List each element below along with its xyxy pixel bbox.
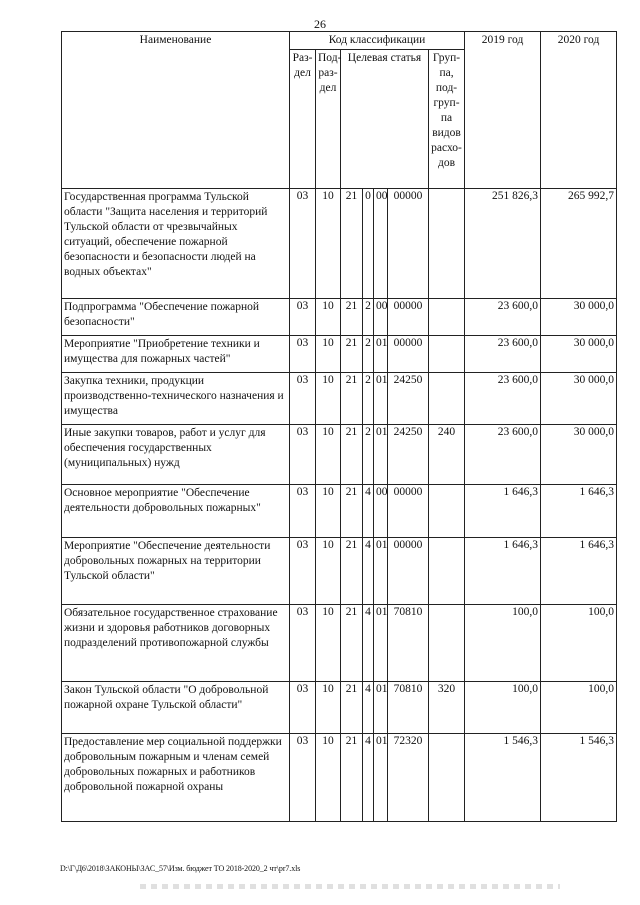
- row-value-2020: 30 000,0: [541, 373, 617, 425]
- row-expense-type: [429, 189, 465, 299]
- row-cs-direction: 24250: [388, 425, 429, 485]
- row-name: Закон Тульской области "О добровольной пожарной охране Тульской области": [62, 682, 290, 734]
- row-value-2019: 1 646,3: [465, 485, 541, 538]
- row-name: Государственная программа Тульской области "Защита населения и территорий Тульской области от чрезвычайных ситуаций, обеспечение пожарной безопасности и безопасности людей на водных объектах": [62, 189, 290, 299]
- row-razdel: 03: [290, 682, 316, 734]
- row-cs-subprogram: 4: [363, 538, 374, 605]
- row-expense-type: [429, 336, 465, 373]
- row-cs-event: 00: [374, 299, 388, 336]
- row-value-2020: 265 992,7: [541, 189, 617, 299]
- row-cs-event: 01: [374, 538, 388, 605]
- row-cs-event: 01: [374, 734, 388, 822]
- row-cs-event: 01: [374, 336, 388, 373]
- header-razdel-text: Раз- дел: [292, 52, 313, 79]
- row-podrazdel: 10: [316, 538, 341, 605]
- row-cs-event: 00: [374, 189, 388, 299]
- row-cs-subprogram: 4: [363, 734, 374, 822]
- row-cs-direction: 00000: [388, 538, 429, 605]
- row-cs-subprogram: 2: [363, 336, 374, 373]
- row-razdel: 03: [290, 299, 316, 336]
- row-podrazdel: 10: [316, 425, 341, 485]
- row-expense-type: [429, 734, 465, 822]
- row-value-2020: 30 000,0: [541, 336, 617, 373]
- row-value-2020: 30 000,0: [541, 425, 617, 485]
- row-value-2020: 1 646,3: [541, 485, 617, 538]
- row-cs-subprogram: 4: [363, 605, 374, 682]
- row-cs-direction: 00000: [388, 189, 429, 299]
- row-name: Мероприятие "Приобретение техники и имущества для пожарных частей": [62, 336, 290, 373]
- row-cs-event: 01: [374, 682, 388, 734]
- row-cs-direction: 70810: [388, 605, 429, 682]
- row-value-2020: 1 646,3: [541, 538, 617, 605]
- row-cs-program: 21: [341, 734, 363, 822]
- row-value-2019: 23 600,0: [465, 425, 541, 485]
- row-value-2020: 100,0: [541, 605, 617, 682]
- row-name: Обязательное государственное страхование жизни и здоровья работников договорных подразделений противопожарной службы: [62, 605, 290, 682]
- row-cs-program: 21: [341, 373, 363, 425]
- page-number: 26: [314, 17, 326, 31]
- table-row: [62, 605, 617, 682]
- header-podrazdel-text: Под- раз- дел: [318, 52, 342, 94]
- row-podrazdel: 10: [316, 299, 341, 336]
- row-name: Мероприятие "Обеспечение деятельности добровольных пожарных на территории Тульской области": [62, 538, 290, 605]
- row-cs-program: 21: [341, 299, 363, 336]
- header-gruppa: [429, 50, 465, 189]
- table-row: [62, 734, 617, 822]
- row-cs-direction: 00000: [388, 336, 429, 373]
- row-value-2019: 1 546,3: [465, 734, 541, 822]
- row-cs-subprogram: 4: [363, 485, 374, 538]
- row-podrazdel: 10: [316, 682, 341, 734]
- row-expense-type: [429, 538, 465, 605]
- row-cs-subprogram: 2: [363, 373, 374, 425]
- row-cs-program: 21: [341, 605, 363, 682]
- row-podrazdel: 10: [316, 734, 341, 822]
- row-razdel: 03: [290, 425, 316, 485]
- row-name: Подпрограмма "Обеспечение пожарной безопасности": [62, 299, 290, 336]
- table-row: [62, 425, 617, 485]
- row-name: Закупка техники, продукции производственно-технического назначения и имущества: [62, 373, 290, 425]
- row-name: Основное мероприятие "Обеспечение деятельности добровольных пожарных": [62, 485, 290, 538]
- header-2020: 2020 год: [541, 32, 617, 189]
- row-cs-event: 01: [374, 373, 388, 425]
- row-name: Предоставление мер социальной поддержки добровольным пожарным и членам семей добровольных пожарных и работников добровольной пожарной охраны: [62, 734, 290, 822]
- row-cs-event: 01: [374, 425, 388, 485]
- row-cs-program: 21: [341, 538, 363, 605]
- row-razdel: 03: [290, 485, 316, 538]
- row-podrazdel: 10: [316, 605, 341, 682]
- row-cs-program: 21: [341, 336, 363, 373]
- row-value-2019: 23 600,0: [465, 299, 541, 336]
- header-razdel: [290, 50, 316, 189]
- row-podrazdel: 10: [316, 485, 341, 538]
- row-podrazdel: 10: [316, 189, 341, 299]
- row-name: Иные закупки товаров, работ и услуг для обеспечения государственных (муниципальных) нужд: [62, 425, 290, 485]
- row-value-2019: 100,0: [465, 682, 541, 734]
- row-value-2020: 100,0: [541, 682, 617, 734]
- row-razdel: 03: [290, 336, 316, 373]
- row-value-2019: 100,0: [465, 605, 541, 682]
- row-podrazdel: 10: [316, 373, 341, 425]
- table-row: [62, 682, 617, 734]
- row-cs-subprogram: 0: [363, 189, 374, 299]
- row-cs-direction: 00000: [388, 299, 429, 336]
- row-razdel: 03: [290, 605, 316, 682]
- header-name: Наименование: [62, 32, 290, 189]
- row-expense-type: [429, 605, 465, 682]
- row-razdel: 03: [290, 373, 316, 425]
- row-cs-direction: 00000: [388, 485, 429, 538]
- row-expense-type: [429, 373, 465, 425]
- header-gruppa-text: Груп- па, под- груп- па видов расхо- дов: [431, 52, 462, 169]
- table-row: [62, 189, 617, 299]
- row-expense-type: 240: [429, 425, 465, 485]
- header-podrazdel: [316, 50, 341, 189]
- row-cs-subprogram: 4: [363, 682, 374, 734]
- row-value-2019: 1 646,3: [465, 538, 541, 605]
- table-row: [62, 485, 617, 538]
- scan-artifact: [140, 884, 560, 889]
- row-value-2019: 251 826,3: [465, 189, 541, 299]
- row-razdel: 03: [290, 189, 316, 299]
- header-code: Код классификации: [290, 32, 465, 50]
- row-value-2020: 30 000,0: [541, 299, 617, 336]
- table-row: [62, 336, 617, 373]
- row-razdel: 03: [290, 538, 316, 605]
- table-row: [62, 373, 617, 425]
- row-podrazdel: 10: [316, 336, 341, 373]
- header-celevaya: Целевая статья: [341, 50, 429, 189]
- table-row: [62, 538, 617, 605]
- row-expense-type: 320: [429, 682, 465, 734]
- row-cs-event: 01: [374, 605, 388, 682]
- row-cs-program: 21: [341, 682, 363, 734]
- row-cs-subprogram: 2: [363, 299, 374, 336]
- row-cs-event: 00: [374, 485, 388, 538]
- row-cs-direction: 70810: [388, 682, 429, 734]
- row-cs-program: 21: [341, 485, 363, 538]
- row-cs-direction: 72320: [388, 734, 429, 822]
- table-body: [62, 189, 617, 822]
- row-value-2019: 23 600,0: [465, 336, 541, 373]
- footer-file-path: D:\Г\Д6\2018\ЗАКОНЫ\ЗАС_57\Изм. бюджет ТО 2018-2020_2 чт\pr7.xls: [60, 864, 301, 873]
- row-expense-type: [429, 485, 465, 538]
- row-value-2020: 1 546,3: [541, 734, 617, 822]
- budget-table: [61, 31, 617, 822]
- row-cs-program: 21: [341, 189, 363, 299]
- header-2019: 2019 год: [465, 32, 541, 189]
- row-cs-direction: 24250: [388, 373, 429, 425]
- row-value-2019: 23 600,0: [465, 373, 541, 425]
- table-row: [62, 299, 617, 336]
- row-razdel: 03: [290, 734, 316, 822]
- row-cs-program: 21: [341, 425, 363, 485]
- row-expense-type: [429, 299, 465, 336]
- row-cs-subprogram: 2: [363, 425, 374, 485]
- header-row-top: [62, 32, 617, 50]
